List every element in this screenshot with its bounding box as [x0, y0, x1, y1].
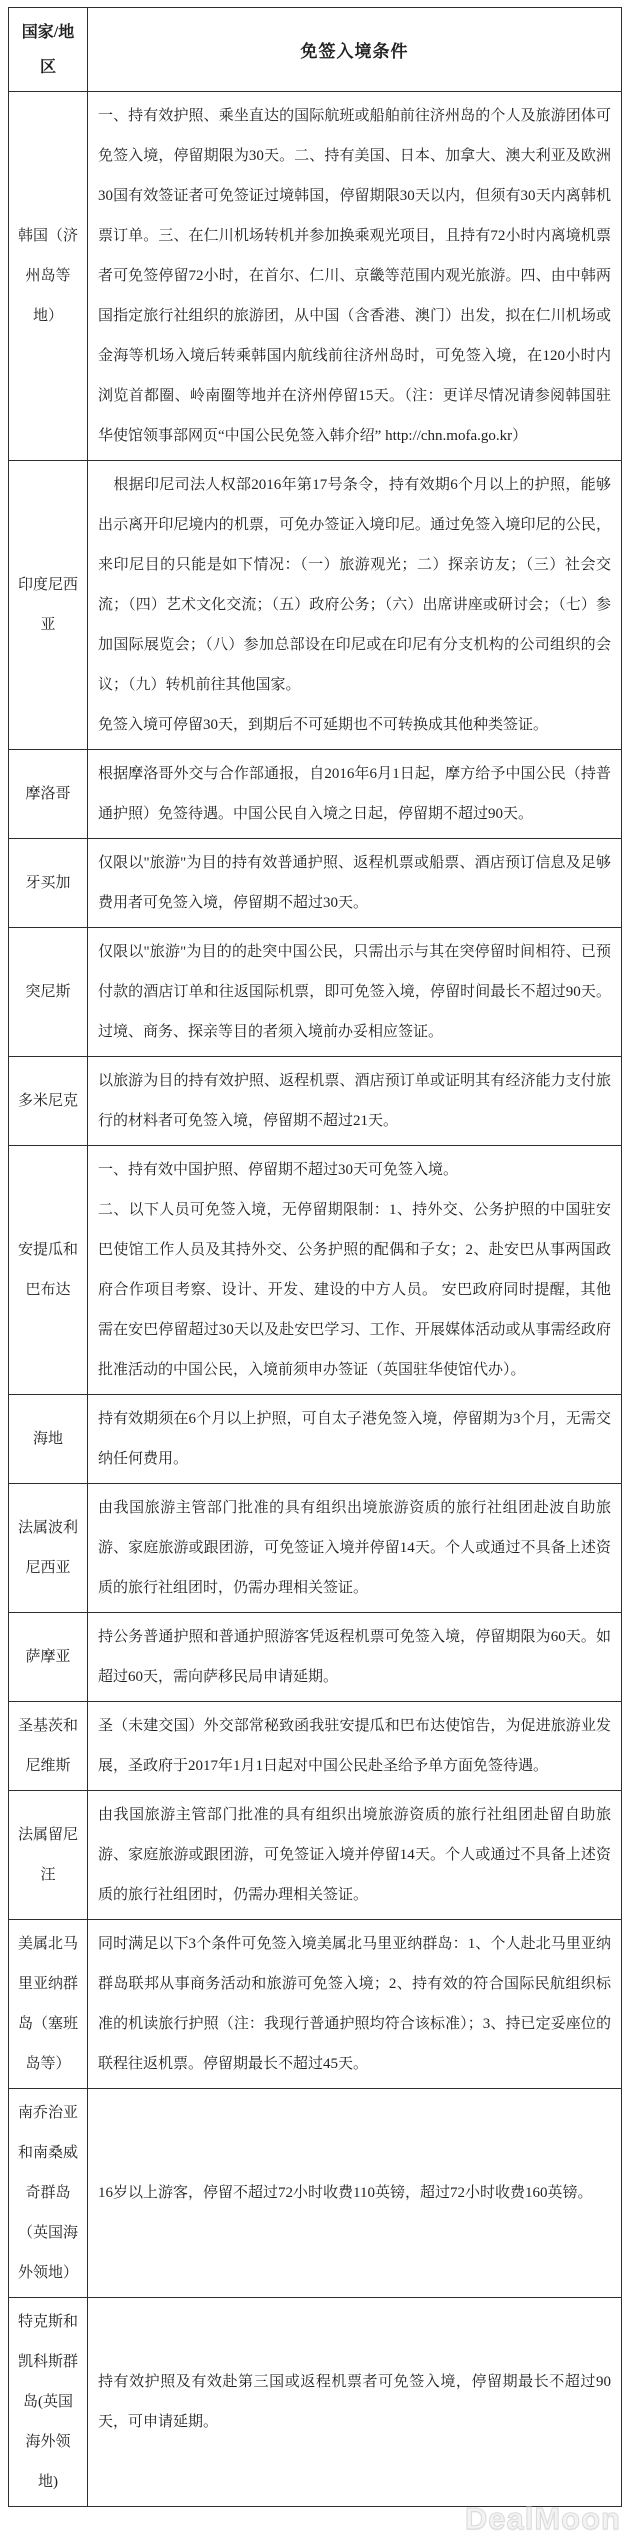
table-header-row [9, 8, 622, 92]
condition-paragraph: 圣（未建交国）外交部常秘致函我驻安提瓜和巴布达使馆告，为促进旅游业发展，圣政府于2017年1月1日起对中国公民赴圣给予单方面免签待遇。 [98, 1718, 611, 1774]
table-row [9, 1791, 622, 1920]
country-cell: 法属留尼汪 [9, 1791, 88, 1920]
country-cell: 多米尼克 [9, 1057, 88, 1146]
country-cell: 摩洛哥 [9, 750, 88, 839]
country-cell: 萨摩亚 [9, 1613, 88, 1702]
table-row [9, 461, 622, 750]
table-row [9, 1057, 622, 1146]
table-row [9, 92, 622, 461]
country-cell: 牙买加 [9, 839, 88, 928]
conditions-cell [88, 1146, 622, 1395]
table-row [9, 750, 622, 839]
condition-paragraph: 由我国旅游主管部门批准的具有组织出境旅游资质的旅行社组团赴波自助旅游、家庭旅游或跟团游，可免签证入境并停留14天。个人或通过不具备上述资质的旅行社组团时，仍需办理相关签证。 [98, 1500, 611, 1596]
table-row [9, 839, 622, 928]
condition-paragraph: 同时满足以下3个条件可免签入境美属北马里亚纳群岛：1、个人赴北马里亚纳群岛联邦从事商务活动和旅游可免签入境；2、持有效的符合国际民航组织标准的机读旅行护照（注：我现行普通护照均符合该标准）；3、持已定妥座位的联程往返机票。停留期最长不超过45天。 [98, 1936, 611, 2072]
table-row [9, 2298, 622, 2507]
country-cell: 圣基茨和尼维斯 [9, 1702, 88, 1791]
table-row [9, 1395, 622, 1484]
table-row [9, 1920, 622, 2089]
table-row [9, 1613, 622, 1702]
country-cell: 安提瓜和巴布达 [9, 1146, 88, 1395]
condition-paragraph: 免签入境可停留30天，到期后不可延期也不可转换成其他种类签证。 [98, 717, 549, 733]
country-cell: 美属北马里亚纳群岛（塞班岛等） [9, 1920, 88, 2089]
conditions-cell [88, 1702, 622, 1791]
condition-paragraph: 持有效期须在6个月以上护照，可自太子港免签入境，停留期为3个月，无需交纳任何费用。 [98, 1411, 611, 1467]
country-column-header: 国家/地区 [9, 8, 88, 92]
conditions-cell [88, 839, 622, 928]
table-row [9, 1702, 622, 1791]
country-cell: 韩国（济州岛等地） [9, 92, 88, 461]
table-row [9, 1146, 622, 1395]
condition-paragraph: 根据摩洛哥外交与合作部通报，自2016年6月1日起，摩方给予中国公民（持普通护照）免签待遇。中国公民自入境之日起，停留期不超过90天。 [98, 766, 611, 822]
country-cell: 特克斯和凯科斯群岛(英国海外领地) [9, 2298, 88, 2507]
conditions-cell [88, 750, 622, 839]
dealmoon-watermark: DealMoon [464, 2501, 621, 2536]
condition-paragraph: 持公务普通护照和普通护照游客凭返程机票可免签入境，停留期限为60天。如超过60天，需向萨移民局申请延期。 [98, 1629, 611, 1685]
condition-paragraph: 一、持有效护照、乘坐直达的国际航班或船舶前往济州岛的个人及旅游团体可免签入境，停留期限为30天。二、持有美国、日本、加拿大、澳大利亚及欧洲30国有效签证者可免签证过境韩国，停留期限30天以内，但须有30天内离韩机票订单。三、在仁川机场转机并参加换乘观光项目，且持有72小时内离境机票者可免签停留72小时，在首尔、仁川、京畿等范围内观光旅游。四、由中韩两国指定旅行社组织的旅游团，从中国（含香港、澳门）出发，拟在仁川机场或金海等机场入境后转乘韩国内航线前往济州岛时，可免签入境，在120小时内浏览首都圈、岭南圈等地并在济州停留15天。（注：更详尽情况请参阅韩国驻华使馆领事部网页“中国公民免签入韩介绍” http://chn.mofa.go.kr） [98, 108, 611, 444]
conditions-cell [88, 2089, 622, 2298]
conditions-cell [88, 1057, 622, 1146]
country-cell: 海地 [9, 1395, 88, 1484]
conditions-cell [88, 461, 622, 750]
condition-paragraph: 根据印尼司法人权部2016年第17号条令，持有效期6个月以上的护照，能够出示离开印尼境内的机票，可免办签证入境印尼。通过免签入境印尼的公民，来印尼目的只能是如下情况：（一）旅游观光；二）探亲访友；（三）社会交流；（四）艺术文化交流；（五）政府公务；（六）出席讲座或研讨会；（七）参加国际展览会；（八）参加总部设在印尼或在印尼有分支机构的公司组织的会议；（九）转机前往其他国家。 [98, 477, 611, 693]
condition-paragraph: 仅限以"旅游"为目的的赴突中国公民，只需出示与其在突停留时间相符、已预付款的酒店订单和往返国际机票，即可免签入境，停留时间最长不超过90天。过境、商务、探亲等目的者须入境前办妥相应签证。 [98, 944, 611, 1040]
table-row [9, 1484, 622, 1613]
condition-paragraph: 二、以下人员可免签入境，无停留期限制：1、持外交、公务护照的中国驻安巴使馆工作人员及其持外交、公务护照的配偶和子女；2、赴安巴从事两国政府合作项目考察、设计、开发、建设的中方人员。 安巴政府同时提醒，其他需在安巴停留超过30天以及赴安巴学习、工作、开展媒体活动或从事需经政府批准活动的中国公民，入境前须申办签证（英国驻华使馆代办）。 [98, 1202, 611, 1378]
condition-paragraph: 一、持有效中国护照、停留期不超过30天可免签入境。 [98, 1162, 459, 1178]
conditions-cell [88, 1613, 622, 1702]
table-row [9, 2089, 622, 2298]
condition-paragraph: 由我国旅游主管部门批准的具有组织出境旅游资质的旅行社组团赴留自助旅游、家庭旅游或跟团游，可免签证入境并停留14天。个人或通过不具备上述资质的旅行社组团时，仍需办理相关签证。 [98, 1807, 611, 1903]
country-cell: 突尼斯 [9, 928, 88, 1057]
country-cell: 法属波利尼西亚 [9, 1484, 88, 1613]
condition-paragraph: 以旅游为目的持有效护照、返程机票、酒店预订单或证明其有经济能力支付旅行的材料者可免签入境，停留期不超过21天。 [98, 1073, 611, 1129]
condition-paragraph: 持有效护照及有效赴第三国或返程机票者可免签入境，停留期最长不超过90天，可申请延期。 [98, 2374, 611, 2430]
conditions-cell [88, 928, 622, 1057]
condition-paragraph: 16岁以上游客，停留不超过72小时收费110英镑，超过72小时收费160英镑。 [98, 2185, 593, 2201]
conditions-cell [88, 1920, 622, 2089]
visa-free-conditions-table [8, 7, 622, 2507]
country-cell: 印度尼西亚 [9, 461, 88, 750]
country-cell: 南乔治亚和南桑威奇群岛（英国海外领地） [9, 2089, 88, 2298]
conditions-cell [88, 1791, 622, 1920]
conditions-cell [88, 1484, 622, 1613]
conditions-cell [88, 1395, 622, 1484]
condition-paragraph: 仅限以"旅游"为目的持有效普通护照、返程机票或船票、酒店预订信息及足够费用者可免签入境，停留期不超过30天。 [98, 855, 611, 911]
table-body [9, 92, 622, 2507]
conditions-cell [88, 2298, 622, 2507]
conditions-column-header: 免签入境条件 [88, 8, 622, 92]
table-row [9, 928, 622, 1057]
conditions-cell [88, 92, 622, 461]
